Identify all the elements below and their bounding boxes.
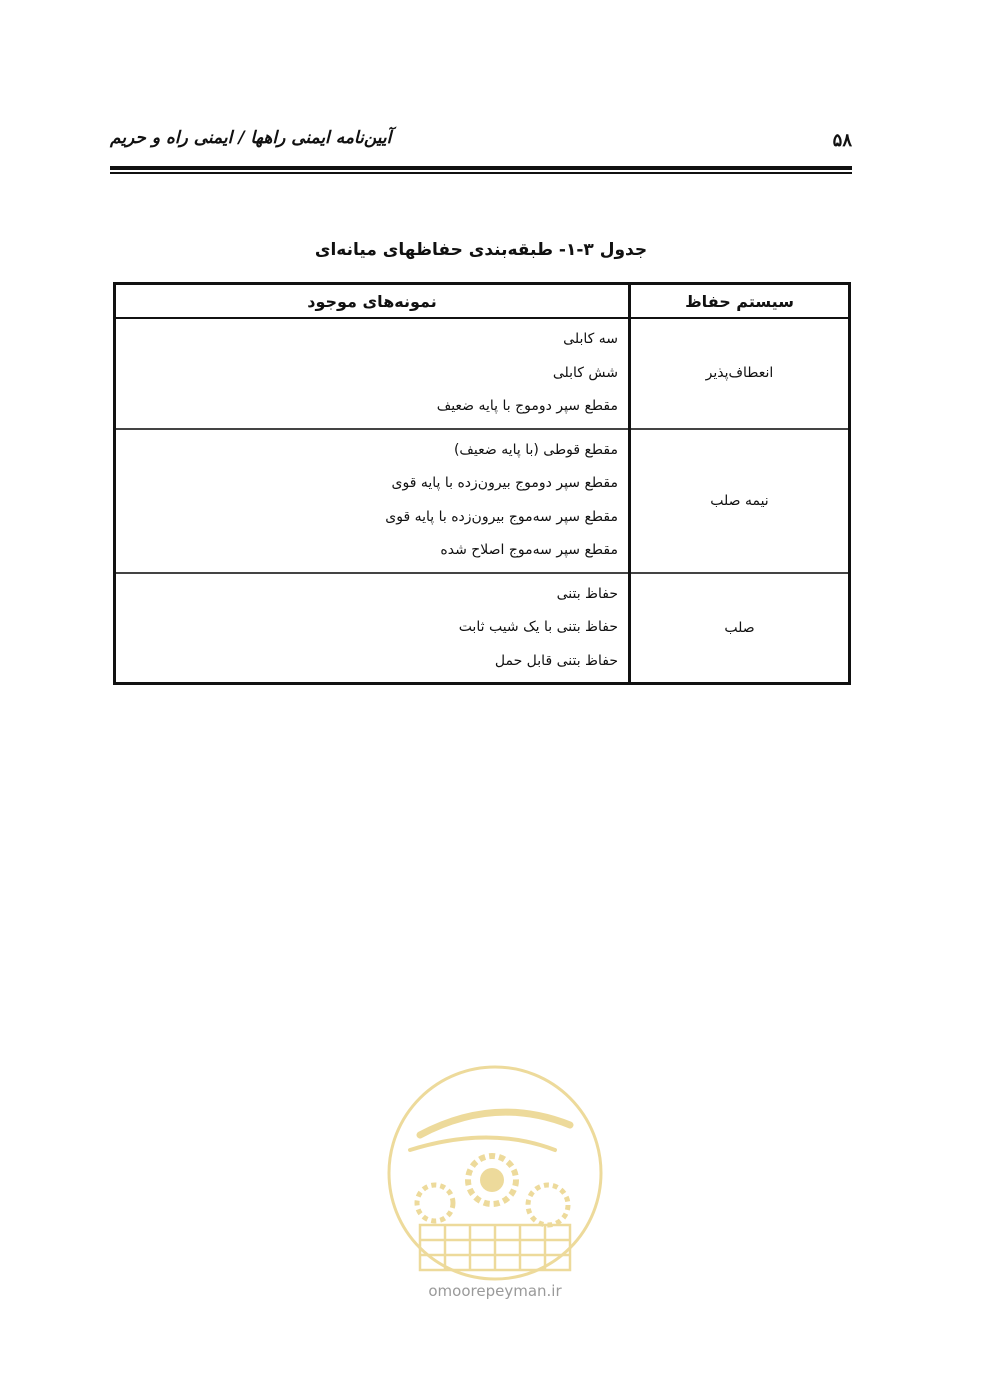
guardrail-classification-table xyxy=(113,282,851,685)
example-item: حفاظ بتنی قابل حمل xyxy=(494,652,618,669)
page-header xyxy=(110,126,852,160)
table-caption: جدول ۳-۱- طبقه‌بندی حفاظهای میانه‌ای xyxy=(314,240,648,260)
example-item: مقطع سپر دوموج با پایه ضعیف xyxy=(436,398,618,414)
header-rule-thin xyxy=(110,172,852,174)
example-item: حفاظ بتنی xyxy=(556,585,618,602)
example-item: شش کابلی xyxy=(552,364,618,381)
column-header-system: سیستم حفاظ xyxy=(630,284,850,319)
column-header-examples: نمونه‌های موجود xyxy=(115,284,630,319)
example-item: مقطع قوطی (با پایه ضعیف) xyxy=(453,441,618,458)
publisher-logo-watermark xyxy=(380,1055,610,1305)
running-title: آیین‌نامه ایمنی راهها / ایمنی راه و حریم xyxy=(110,128,392,148)
system-cell: صلب xyxy=(630,573,850,684)
table-header-row xyxy=(115,284,850,319)
example-item: مقطع سپر سه‌موج اصلاح شده xyxy=(440,542,618,558)
example-item: مقطع سپر دوموج بیرون‌زده با پایه قوی xyxy=(391,475,618,491)
system-cell: انعطاف‌پذیر xyxy=(630,318,850,429)
example-item: مقطع سپر سه‌موج بیرون‌زده با پایه قوی xyxy=(385,508,618,525)
page-number: ۵۸ xyxy=(832,130,852,151)
table-row xyxy=(115,318,850,429)
examples-cell xyxy=(115,429,630,573)
system-cell: نیمه صلب xyxy=(630,429,850,573)
table-row xyxy=(115,429,850,573)
table-row xyxy=(115,573,850,684)
watermark-url: omoorepeyman.ir xyxy=(428,1282,562,1300)
example-item: سه کابلی xyxy=(563,331,618,347)
example-item: حفاظ بتنی با یک شیب ثابت xyxy=(458,619,618,635)
examples-cell xyxy=(115,573,630,684)
examples-cell xyxy=(115,318,630,429)
header-rule-thick xyxy=(110,166,852,170)
